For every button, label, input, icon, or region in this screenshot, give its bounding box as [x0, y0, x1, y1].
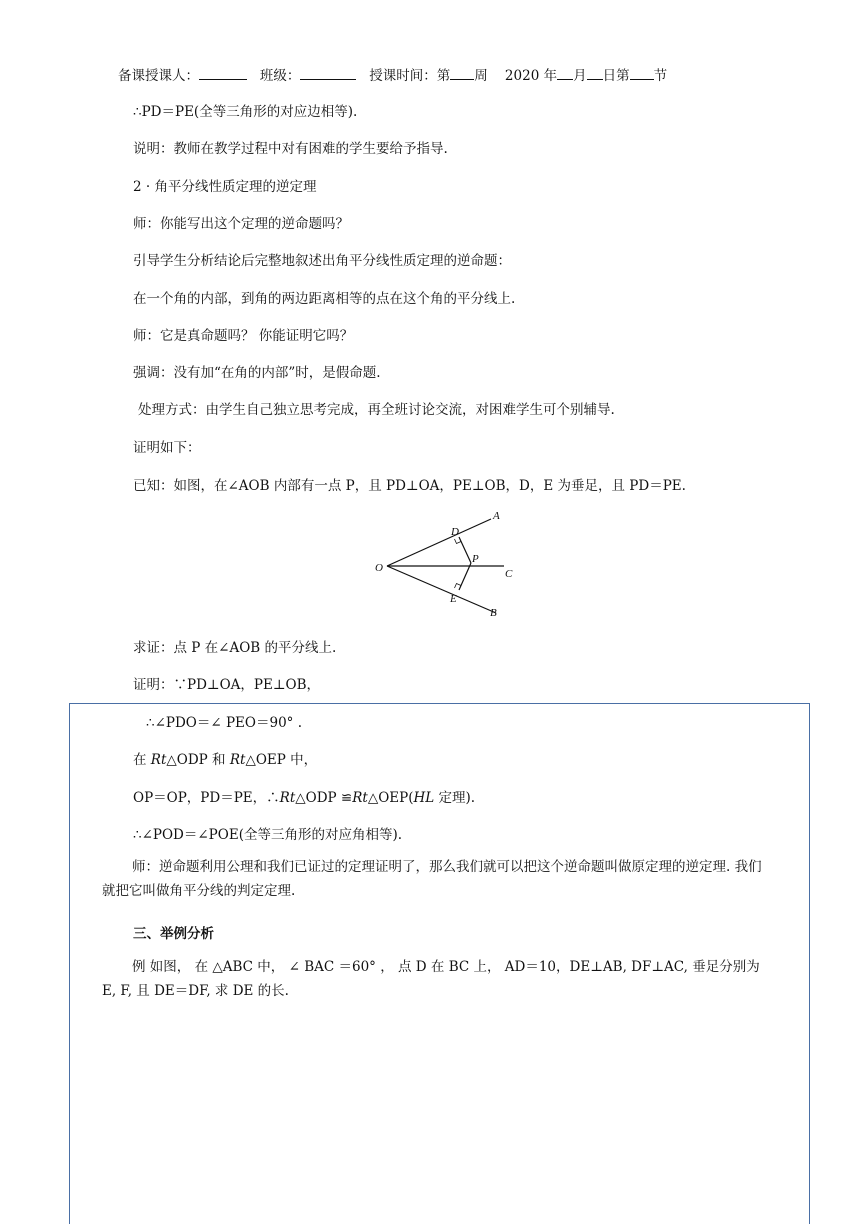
text-line — [133, 786, 475, 806]
day-label: 日第 — [602, 68, 630, 84]
text-line: 强调：没有加“在角的内部”时，是假命题. — [133, 365, 381, 381]
week-label: 周 — [474, 68, 488, 84]
angle-bisector-figure — [360, 505, 530, 620]
text-line: 师：你能写出这个定理的逆命题吗？ — [133, 216, 349, 232]
segment-pd — [459, 537, 471, 563]
preparer-label: 备课授课人： — [118, 68, 199, 84]
text-paragraph: 师：逆命题利用公理和我们已证过的定理证明了，那么我们就可以把这个逆命题叫做原定理的逆定理. 我们就把它叫做角平分线的判定定理. — [102, 859, 762, 899]
month-label: 月 — [573, 68, 587, 84]
rt-italic: Rt — [352, 790, 368, 806]
text-line: ∴∠POD＝∠POE(全等三角形的对应角相等). — [133, 827, 403, 843]
preparer-blank[interactable] — [199, 67, 247, 80]
section-heading: 2 · 角平分线性质定理的逆定理 — [133, 179, 317, 195]
time-label: 授课时间：第 — [369, 68, 451, 84]
label-b: B — [490, 607, 497, 619]
text-span: △ODP ≌ — [295, 790, 353, 806]
text-span: △OEP 中， — [245, 752, 318, 768]
text-line: 师：它是真命题吗？ 你能证明它吗？ — [133, 328, 354, 344]
period-blank[interactable] — [630, 67, 654, 80]
section-heading: 三、举例分析 — [133, 926, 214, 942]
text-line: 求证：点 P 在∠AOB 的平分线上. — [133, 640, 337, 656]
example-paragraph: 例 如图， 在 △ABC 中， ∠ BAC ＝60° ， 点 D 在 BC 上， AD＝10，DE⊥AB, DF⊥AC, 垂足分别为 E, F, 且 DE＝DF, 求 DE 的长. — [102, 959, 760, 999]
label-e: E — [450, 593, 457, 605]
text-line: 在一个角的内部，到角的两边距离相等的点在这个角的平分线上. — [133, 291, 516, 307]
week-blank[interactable] — [450, 67, 474, 80]
ray-ob — [387, 566, 496, 613]
text-span: OP＝OP，PD＝PE，∴ — [133, 790, 280, 806]
text-span: △ODP 和 — [166, 752, 230, 768]
text-span: 定理). — [434, 790, 476, 806]
month-blank[interactable] — [557, 67, 573, 80]
rt-italic: Rt — [150, 752, 167, 768]
rt-italic: Rt — [279, 790, 296, 806]
hl-italic: HL — [413, 790, 435, 806]
label-c: C — [505, 568, 513, 580]
text-line: 证明如下： — [133, 440, 201, 456]
rt-italic: Rt — [229, 752, 246, 768]
year-label: 2020 年 — [504, 68, 558, 84]
period-label: 节 — [653, 68, 668, 84]
text-line: 处理方式：由学生自己独立思考完成，再全班讨论交流，对困难学生可个别辅导. — [138, 402, 615, 418]
class-label: 班级： — [259, 68, 301, 84]
text-line: ∴∠PDO＝∠ PEO＝90° . — [146, 715, 302, 731]
class-blank[interactable] — [300, 67, 356, 80]
text-line: 证明：∵PD⊥OA，PE⊥OB， — [133, 677, 321, 693]
text-span: △OEP( — [367, 790, 414, 806]
label-a: A — [493, 510, 500, 522]
day-blank[interactable] — [587, 67, 603, 80]
lesson-header — [118, 64, 667, 84]
text-line: 说明：教师在教学过程中对有困难的学生要给予指导. — [133, 141, 448, 157]
label-o: O — [375, 562, 383, 574]
text-span: 在 — [133, 752, 151, 768]
label-d: D — [451, 526, 459, 538]
text-line: ∴PD＝PE(全等三角形的对应边相等). — [133, 104, 358, 120]
text-line: 已知：如图，在∠AOB 内部有一点 P，且 PD⊥OA，PE⊥OB，D，E 为垂足，且 PD＝PE. — [133, 478, 686, 494]
label-p: P — [472, 553, 479, 565]
text-line — [133, 748, 317, 768]
text-line: 引导学生分析结论后完整地叙述出角平分线性质定理的逆命题： — [133, 253, 511, 269]
segment-pe — [459, 563, 471, 590]
